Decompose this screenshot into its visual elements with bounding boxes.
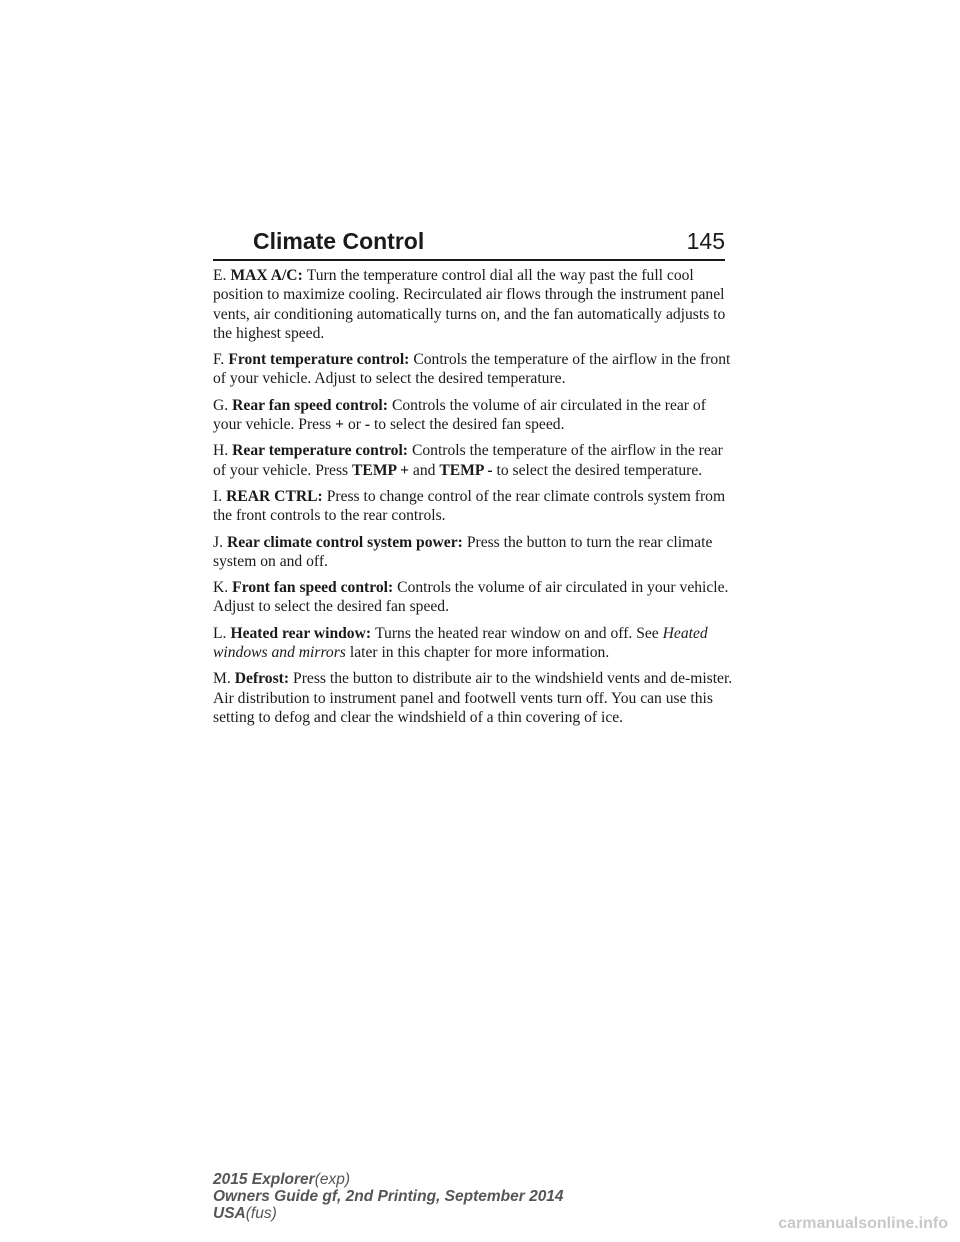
entry-letter: L.: [213, 624, 227, 642]
entry-j: [213, 533, 733, 572]
watermark: carmanualsonline.info: [778, 1215, 948, 1232]
key-label: TEMP -: [439, 461, 493, 479]
entry-i: [213, 487, 733, 526]
entry-text: and: [412, 461, 436, 479]
entry-term: Front fan speed control:: [232, 579, 394, 597]
entry-term: Rear climate control system power:: [226, 533, 463, 551]
entry-text: Controls the temperature of the airflow in the rear of your vehicle. Press: [213, 442, 723, 479]
entry-m: [213, 669, 733, 727]
entry-text: or: [347, 416, 361, 434]
entry-h: [213, 441, 733, 480]
footer-guide: Owners Guide gf, 2nd Printing, September 2014: [213, 1188, 564, 1205]
entry-term: REAR CTRL:: [226, 487, 323, 505]
section-title: Climate Control: [253, 228, 425, 254]
page-footer: [213, 1171, 713, 1222]
footer-guide-line: [213, 1188, 713, 1205]
key-label: -: [364, 416, 371, 434]
entry-text: Controls the volume of air circulated in your vehicle. Adjust to select the desired fan speed.: [213, 579, 729, 616]
entry-g: [213, 396, 733, 435]
entry-term: MAX A/C:: [230, 267, 303, 284]
entry-l: [213, 624, 733, 663]
footer-model-code: (exp): [314, 1171, 351, 1188]
entry-letter: I.: [213, 487, 223, 505]
footer-market: USA: [213, 1205, 246, 1222]
footer-market-line: [213, 1205, 713, 1222]
cross-reference: Heated windows and mirrors: [213, 624, 708, 662]
entry-letter: G.: [213, 396, 229, 414]
entry-text: later in this chapter for more information.: [349, 644, 610, 662]
entry-text: Controls the volume of air circulated in the rear of your vehicle. Press: [213, 396, 706, 434]
entry-letter: J.: [213, 533, 223, 551]
entry-text: Press to change control of the rear climate controls system from the front controls to the rear controls.: [213, 487, 726, 525]
entry-e: [213, 266, 733, 343]
entry-text: Press the button to distribute air to the windshield vents and de-mister. Air distribution to instrument panel and footwell vents turn off. You can use this setting to defog and clear the windshield of a thin covering of ice.: [213, 670, 733, 726]
footer-model: 2015 Explorer: [213, 1171, 315, 1188]
entry-f: [213, 350, 733, 389]
entry-text: to select the desired temperature.: [496, 461, 703, 479]
footer-model-line: [213, 1171, 713, 1188]
entry-letter: K.: [213, 579, 229, 597]
entry-k: [213, 578, 733, 617]
header-rule: [213, 259, 725, 261]
entry-term: Rear fan speed control:: [232, 396, 388, 414]
entry-text: Press the button to turn the rear climate system on and off.: [213, 533, 713, 570]
entry-letter: M.: [213, 670, 231, 688]
page-header: [213, 226, 725, 262]
entry-term: Front temperature control:: [228, 351, 410, 369]
page-number: 145: [686, 228, 725, 254]
entry-text: to select the desired fan speed.: [373, 416, 565, 434]
entry-term: Defrost:: [234, 670, 290, 688]
entry-term: Heated rear window:: [230, 624, 372, 642]
key-label: TEMP +: [352, 461, 409, 479]
entry-letter: E.: [213, 267, 227, 284]
entry-text: Controls the temperature of the airflow in the front of your vehicle. Adjust to select the desired temperature.: [213, 351, 731, 388]
key-label: +: [335, 416, 345, 434]
entry-term: Rear temperature control:: [232, 442, 408, 460]
footer-market-code: (fus): [245, 1205, 277, 1222]
entry-letter: H.: [213, 442, 229, 460]
document-body: [213, 266, 733, 734]
entry-text: Turn the temperature control dial all the way past the full cool position to maximize cooling. Recirculated air flows through the instrument panel vents, air conditioning automatically turns on, and the fan automatically adjusts to the highest speed.: [213, 267, 726, 342]
entry-letter: F.: [213, 351, 225, 369]
entry-text: Turns the heated rear window on and off. See: [375, 624, 659, 642]
